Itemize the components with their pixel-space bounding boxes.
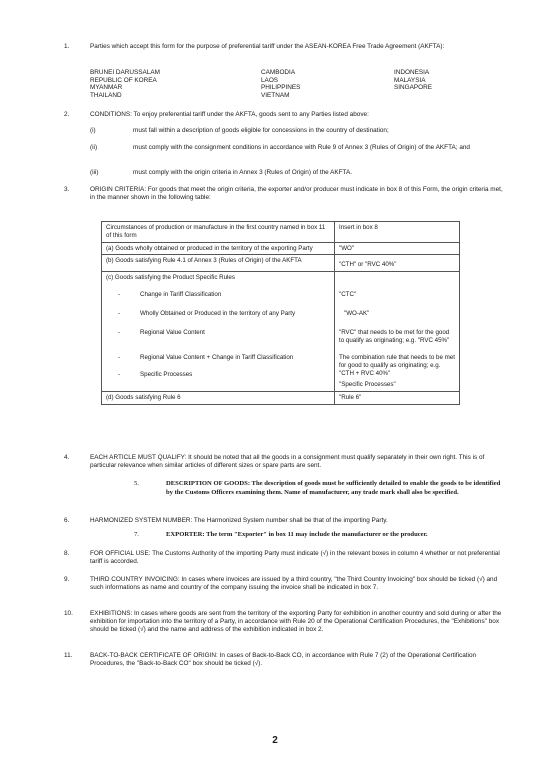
section-number: 9. [64, 576, 70, 583]
section-5 [134, 479, 504, 497]
table-row [102, 255, 460, 272]
item-label: Wholly Obtained or Produced in the territory of any Party [140, 309, 296, 317]
section-7 [134, 530, 504, 539]
table-cell: Circumstances of production or manufacture in the first country named in box 11 of this form [102, 222, 335, 243]
criteria-code: "Specific Processes" [339, 381, 396, 389]
table-row [102, 272, 460, 392]
section-text: FOR OFFICIAL USE: The Customs Authority of the importing Party must indicate (√) in the relevant boxes in column 4 whether or not preferential tariff is accorded. [90, 550, 500, 566]
country-list [90, 69, 494, 99]
section-number: 3. [64, 186, 70, 193]
list-item [106, 371, 330, 379]
country: REPUBLIC OF KOREA [90, 76, 157, 84]
list-item [106, 329, 330, 354]
criteria-code: "RVC" that needs to be met for the good to qualify as originating; e.g. "RVC 45%" [339, 329, 450, 344]
section-text: THIRD COUNTRY INVOICING: In cases where invoices are issued by a third country, "the Third Country Invoicing" box should be ticked (√) and such informations as name and country of the company issuing the invoice shall be indicated in box 7. [90, 576, 498, 592]
section-number: 11. [64, 652, 73, 659]
country: THAILAND [90, 91, 122, 99]
section-number: 2. [64, 111, 70, 118]
section-1 [64, 43, 504, 51]
country: PHILIPPINES [261, 84, 301, 92]
item-number: (ii) [90, 144, 98, 151]
section-4 [64, 454, 504, 470]
dash: - [118, 370, 121, 378]
criteria-code: "WO-AK" [344, 310, 370, 318]
condition-item [64, 169, 504, 177]
item-label: Specific Processes [140, 370, 193, 378]
section-text: ORIGIN CRITERIA: For goods that meet the origin criteria, the exporter and/or producer must indicate in box 8 of this Form, the origin criteria met, in the manner shown in the following table: [90, 186, 503, 202]
section-text: BACK-TO-BACK CERTIFICATE OF ORIGIN: In cases of Back-to-Back CO, in accordance with Rule 7 (2) of the Operational Certification Procedures, the "Back-to-Back CO" box should be ticked (√). [90, 652, 477, 668]
table-row [102, 391, 460, 404]
section-number: 7. [134, 531, 139, 538]
country: SINGAPORE [394, 84, 432, 92]
section-10 [64, 610, 504, 635]
table-cell [335, 272, 460, 392]
table-cell: "Rule 6" [335, 391, 460, 404]
table-cell: Insert in box 8 [335, 222, 460, 243]
item-label: Change in Tariff Classification [140, 290, 222, 298]
dash: - [118, 328, 121, 336]
list-item [106, 310, 330, 329]
country: VIETNAM [261, 91, 290, 99]
section-text: EXPORTER: The term "Exporter" in box 11 may include the manufacturer or the producer. [166, 531, 428, 538]
dash: - [118, 290, 121, 298]
table-cell: (d) Goods satisfying Rule 6 [102, 391, 335, 404]
section-number: 4. [64, 454, 70, 461]
table-cell: (b) Goods satisfying Rule 4.1 of Annex 3 (Rules of Origin) of the AKFTA [102, 255, 335, 272]
criteria-code: "CTC" [339, 291, 357, 299]
item-label: Regional Value Content [140, 328, 205, 336]
dash: - [118, 309, 121, 317]
section-text: CONDITIONS: To enjoy preferential tariff under the AKFTA, goods sent to any Parties listed above: [90, 111, 369, 118]
criteria-code: The combination rule that needs to be met for good to qualify as originating; e.g. "CTH + RVC 40%" [339, 354, 455, 377]
country: CAMBODIA [261, 69, 296, 76]
country: MALAYSIA [394, 76, 426, 84]
section-number: 5. [134, 480, 139, 487]
item-label: Regional Value Content + Change in Tariff Classification [140, 353, 294, 361]
condition-item [64, 144, 504, 152]
section-text: EXHIBITIONS: In cases where goods are sent from the territory of the exporting Party for exhibition in another country and sold during or after the exhibition for importation into the territory of a Party, in accordance with Rule 20 of the Operational Certification Procedures, the "Exhibitions" box should be ticked (√) and the name and address of the exhibition indicated in box 2. [90, 610, 502, 634]
section-11 [64, 652, 504, 668]
table-cell: "WO" [335, 242, 460, 255]
section-number: 10. [64, 610, 73, 617]
section-3 [64, 186, 504, 202]
section-2 [64, 111, 504, 119]
section-8 [64, 550, 504, 566]
table-cell: "CTH" or "RVC 40%" [335, 255, 460, 272]
section-text: Parties which accept this form for the purpose of preferential tariff under the ASEAN-KOREA Free Trade Agreement (AKFTA): [90, 43, 445, 50]
section-9 [64, 576, 504, 592]
condition-item [64, 127, 504, 135]
table-row [102, 222, 460, 243]
table-row [102, 242, 460, 255]
item-number: (i) [90, 127, 96, 134]
list-item [106, 354, 330, 371]
section-number: 8. [64, 550, 70, 557]
country: INDONESIA [394, 69, 430, 76]
section-text: HARMONIZED SYSTEM NUMBER: The Harmonized System number shall be that of the importing Party. [90, 517, 388, 524]
table-cell: (a) Goods wholly obtained or produced in the territory of the exporting Party [102, 242, 335, 255]
section-6 [64, 517, 504, 525]
section-text: DESCRIPTION OF GOODS: The description of goods must be sufficiently detailed to enable the goods to be identified by the Customs Officers examining them. Name of manufacturer, any trade mark shall also be specified. [166, 480, 501, 496]
country [394, 92, 494, 100]
dash: - [118, 353, 121, 361]
item-number: (iii) [90, 169, 99, 176]
section-text: EACH ARTICLE MUST QUALIFY: It should be noted that all the goods in a consignment must qualify separately in their own right. This is of particular relevance when similar articles of different sizes or spare parts are sent. [90, 454, 485, 470]
country: LAOS [261, 76, 279, 84]
page-number: 2 [272, 735, 278, 746]
list-item [106, 291, 330, 310]
section-number: 1. [64, 43, 70, 50]
country: MYANMAR [90, 84, 123, 92]
table-subheading: (c) Goods satisfying the Product Specific Rules [106, 274, 235, 282]
origin-criteria-table [101, 221, 460, 405]
country: BRUNEI DARUSSALAM [90, 69, 160, 76]
item-text: must fall within a description of goods eligible for concessions in the country of destination; [133, 127, 389, 134]
item-text: must comply with the consignment conditions in accordance with Rule 9 of Annex 3 (Rules of Origin) of the AKFTA; and [133, 144, 470, 151]
table-cell [102, 272, 335, 392]
item-text: must comply with the origin criteria in Annex 3 (Rules of Origin) of the AKFTA. [133, 169, 353, 176]
section-number: 6. [64, 517, 70, 524]
